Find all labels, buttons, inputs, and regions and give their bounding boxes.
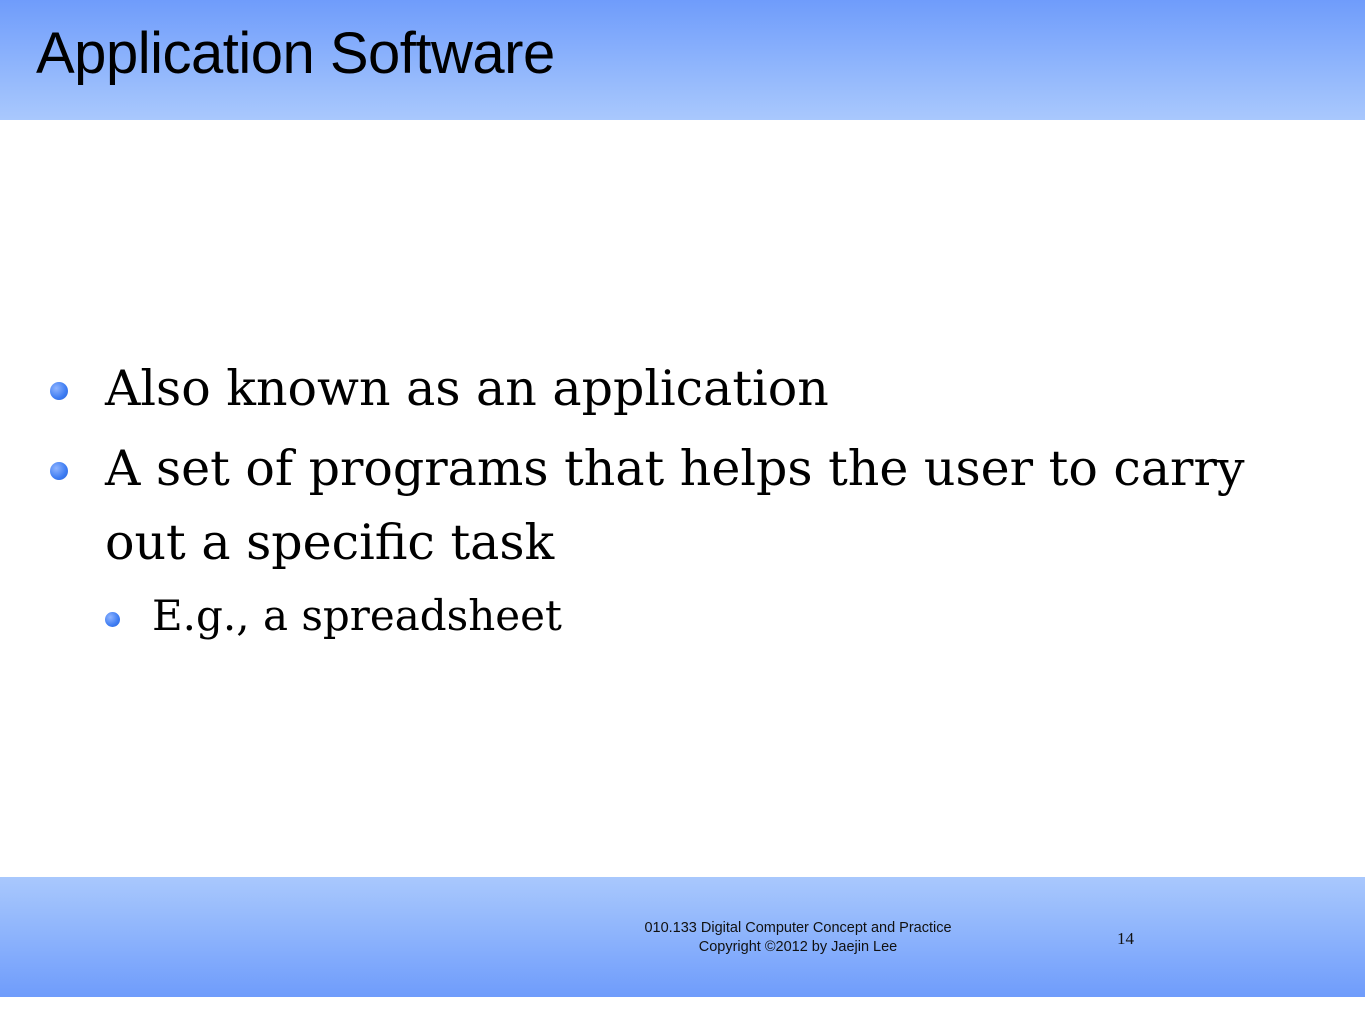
footer-course: 010.133 Digital Computer Concept and Practice: [644, 920, 952, 936]
slide-title: Application Software: [36, 21, 555, 86]
footer-copyright: Copyright ©2012 by Jaejin Lee: [698, 939, 898, 955]
bullet-dot-icon: [50, 382, 68, 400]
bullet-text: A set of programs that helps the user to carry out a specific task: [105, 440, 1245, 571]
bullet-dot-icon: [50, 462, 68, 480]
title-band: [0, 0, 1365, 120]
footer-band: [0, 877, 1365, 997]
sub-bullet-item: [152, 586, 1302, 646]
footer-text: [598, 919, 998, 957]
sub-bullet-text: E.g., a spreadsheet: [152, 591, 562, 640]
bullet-item: [105, 352, 1335, 426]
bullet-item: [105, 432, 1335, 580]
page-number: 14: [1117, 929, 1134, 948]
bullet-dot-icon: [105, 612, 120, 627]
bullet-text: Also known as an application: [105, 360, 829, 417]
